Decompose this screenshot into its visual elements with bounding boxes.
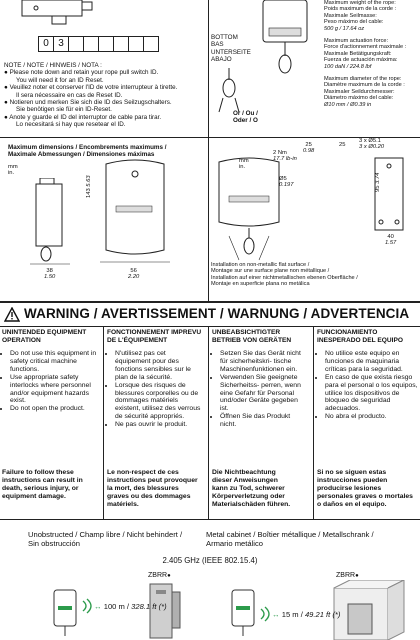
warning-list: • Setzen Sie das Gerät nicht für sicherheitskri- tische Maschinenfunktionen ein. • Verwenden Sie geeignete Sicherheitss- perren, wenn eine Gefahr für Personal und/oder Geräte gegeben ist. • Öffnen Sie das Produkt nicht.	[212, 350, 307, 429]
note-item: ● Notieren und merken Sie sich die ID des Seilzugschalters. Sie benötigen sie für ein ID-Reset.	[4, 99, 172, 114]
divider	[0, 301, 420, 303]
unobstructed-range: ↔ 100 m / 328.1 ft (*)	[94, 602, 167, 611]
bottom-label: BOTTOM BAS UNTERSEITE ABAJO	[211, 34, 251, 64]
warning-column-es	[317, 329, 418, 519]
metal-cabinet-illustration	[330, 580, 410, 640]
note-block	[4, 62, 208, 129]
depth-dimension: 38 1.50	[44, 268, 56, 280]
unobstructed-title: Unobstructed / Champ libre / Nicht behindert / Sin obstrucción	[28, 530, 183, 548]
warning-banner	[0, 305, 420, 325]
or-label: Or / Ou / Oder / O	[233, 110, 258, 125]
side-view-drawing	[30, 178, 70, 268]
note-item: ● Please note down and retain your rope pull switch ID. You will need it for an ID Reset.	[4, 69, 159, 84]
torque-label: 2 Nm 17.7 lb-in	[273, 150, 297, 162]
dimensions-title: Maximum dimensions / Encombrements maximums / Maximale Abmessungen / Dimensiones máximas	[8, 144, 167, 159]
dimensions-right	[209, 138, 420, 300]
id-code-box	[68, 36, 84, 52]
pull-switch-icon	[52, 586, 78, 640]
warning-column-header: FONCTIONNEMENT IMPREVU DE L'ÉQUIPEMENT	[107, 329, 202, 344]
unit-label: mm in.	[8, 164, 18, 176]
id-code-digit: 3	[53, 36, 69, 52]
id-code-box	[98, 36, 114, 52]
id-code-box	[143, 36, 159, 52]
height2-dimension: 95 3.74	[375, 172, 381, 192]
warning-list: • No utilice este equipo en funciones de maquinaria críticas para la seguridad. • En caso de que exista riesgo para el personal o los equipos, utilice los dispositivos de bloqueo de seguridad adecuados. • No abra el producto.	[317, 350, 418, 421]
side-dimension: 25	[339, 142, 346, 148]
width2-dimension: 40 1.57	[385, 234, 397, 246]
id-code-digit: 0	[38, 36, 54, 52]
install-note: Installation on non-metallic flat surface / Montage sur une surface plane non métallique / Installation auf einer nichtmetallischen ebenen Oberfläche / Montaje en superficie plana no metálica	[211, 262, 358, 288]
warning-column-de	[212, 329, 307, 519]
warning-title: WARNING / AVERTISSEMENT / WARNUNG / ADVERTENCIA	[24, 306, 410, 321]
id-code-box	[113, 36, 129, 52]
diameter-spec: Maximum diameter of the rope: Diamètre maximum de la corde : Maximaler Seildurchmesser: Diámetro máximo del cable: Ø10 mm / Ø0.39 in	[324, 76, 405, 108]
dimensions-left	[0, 138, 208, 300]
wireless-signal-icon	[258, 606, 272, 622]
wireless-signal-icon	[80, 598, 94, 614]
note-title: NOTE / NOTE / HINWEIS / NOTA :	[4, 62, 102, 69]
warning-column-fr	[107, 329, 202, 519]
warning-consequence: Die Nichtbeachtung dieser Anweisungen kann zu Tod, schwerer Körperverletzung oder Materialschäden führen.	[212, 469, 291, 508]
warning-column-header: FUNCIONAMIENTO INESPERADO DEL EQUIPO	[317, 329, 403, 344]
receiver-label: ZBRR●	[148, 572, 171, 579]
warning-column-header: UNBEABSICHTIGTER BETRIEB VON GERÄTEN	[212, 329, 292, 344]
switch-bottom-illustration	[261, 0, 311, 76]
front-view-drawing	[100, 158, 170, 268]
unit-label: mm in.	[239, 158, 249, 170]
switch-top-illustration	[6, 0, 116, 32]
height-dimension: 143 5.63	[86, 175, 92, 198]
force-spec: Maximum actuation force: Force d'actionnement maximale : Maximale Betätigungskraft: Fuerza de actuación máxima: 100 daN / 224.8 lbf	[324, 38, 407, 70]
note-item: ● Veuillez noter et conserver l'ID de votre interrupteur à tirette. Il sera nécessaire en cas de Reset ID.	[4, 84, 178, 99]
warning-consequence: Failure to follow these instructions can result in death, serious injury, or equipment damage.	[2, 469, 83, 500]
metal-cabinet-title: Metal cabinet / Boîtier métallique / Metallschrank / Armario metálico	[206, 530, 374, 548]
top-right-section	[209, 0, 420, 136]
id-code-box	[83, 36, 99, 52]
top-dimension: 25 0.98	[303, 142, 315, 154]
warning-triangle-icon	[4, 307, 20, 322]
note-item: ● Anote y guarde el ID del interruptor de cable para tirar. Lo necesitará si hay que resetear el ID.	[4, 113, 162, 129]
receiver-label: ZBRR●	[336, 572, 359, 579]
warning-column-en	[2, 329, 97, 519]
weight-spec: Maximum weight of the rope: Poids maximum de la corde : Maximale Seilmasse: Peso máximo del cable: 500 g / 17.64 oz	[324, 0, 397, 32]
id-code-boxes	[38, 36, 208, 50]
metal-cabinet-range: ↔ 15 m / 49.21 ft (*)	[272, 610, 341, 619]
warning-list: • Do not use this equipment in safety critical machine functions. • Use appropriate safety interlocks where personnel and/or equipment hazards exist. • Do not open the product.	[2, 350, 97, 413]
range-section	[0, 520, 420, 640]
drilling-template-drawing	[359, 156, 415, 246]
frequency-label: 2.405 GHz (IEEE 802.15.4)	[162, 556, 258, 565]
warning-consequence: Le non-respect de ces instructions peut provoquer la mort, des blessures graves ou des dommages matériels.	[107, 469, 198, 508]
width-dimension: 56 2.20	[128, 268, 140, 280]
warning-consequence: Si no se siguen estas instrucciones pueden producirse lesiones personales graves o mortales o daños en el equipo.	[317, 469, 413, 508]
divider	[0, 326, 420, 327]
warning-column-header: UNINTENDED EQUIPMENT OPERATION	[2, 329, 87, 344]
warning-list: • N'utilisez pas cet équipement pour des fonctions sensibles sur le plan de la sécurité. • Lorsque des risques de blessures corporelles ou de dommages matériels existent, utilisez des verrous de sécurité appropriés. • Ne pas ouvrir le produit.	[107, 350, 202, 429]
id-code-box	[128, 36, 144, 52]
receiver-module-illustration	[146, 582, 186, 640]
hole-dimension: Ø5 0.197	[279, 176, 294, 188]
pull-switch-icon	[230, 586, 256, 640]
hole-count-dimension: 3 x Ø5.1 3 x Ø0.20	[359, 138, 385, 150]
top-left-section	[0, 0, 208, 136]
